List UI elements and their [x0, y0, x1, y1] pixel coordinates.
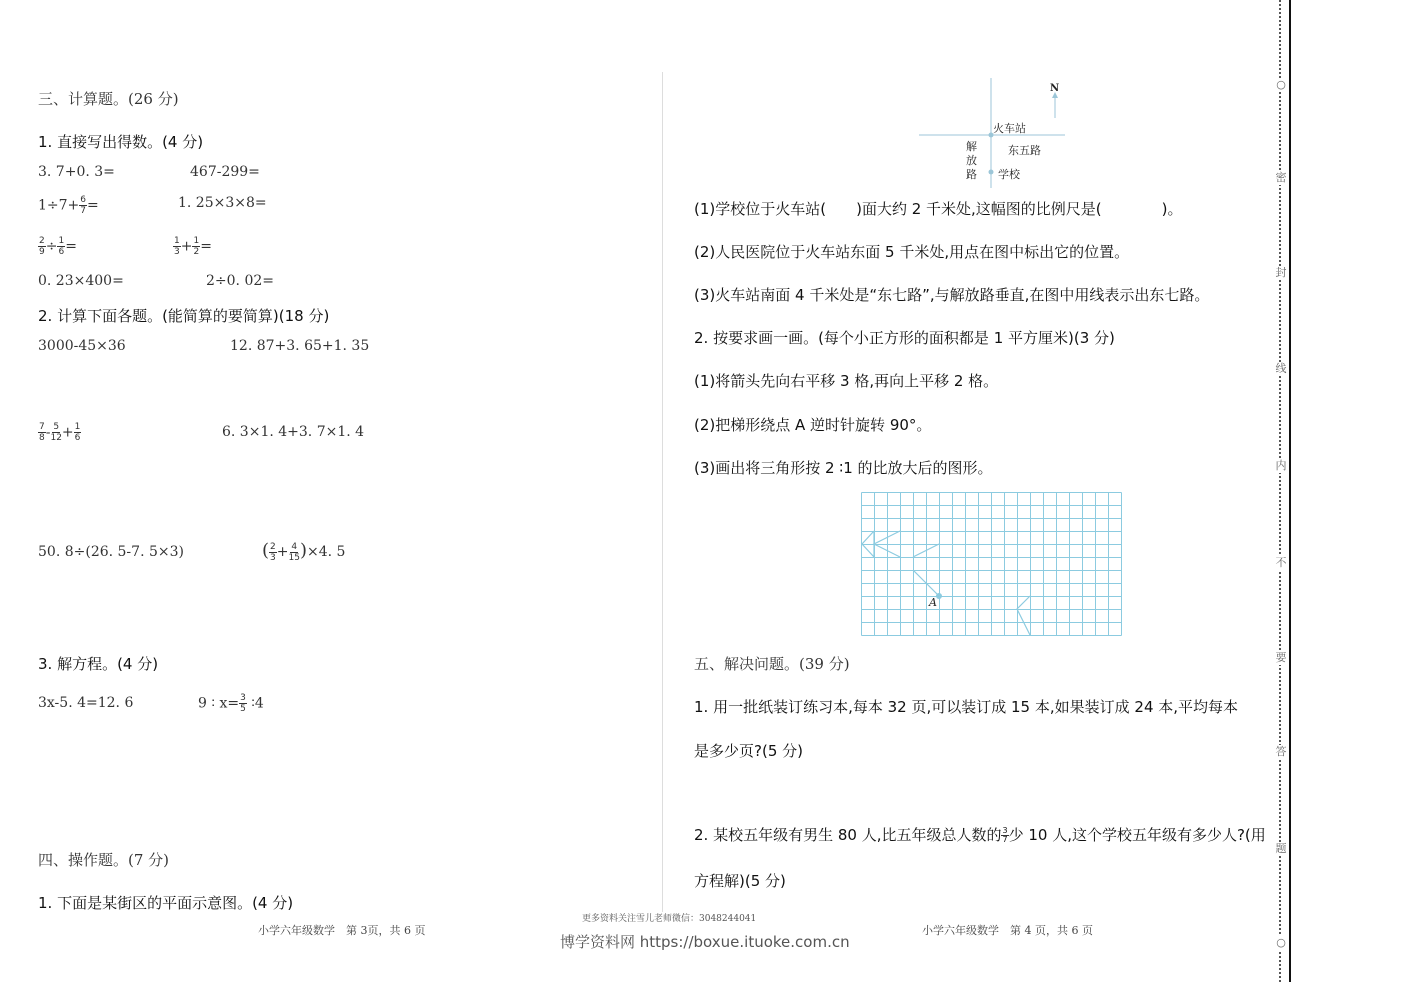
- seal-char: 密: [1275, 171, 1287, 184]
- problem-2-line2: 方程解)(5 分): [694, 872, 786, 890]
- seal-char: ○: [1274, 78, 1288, 92]
- problem-1-line1: 1. 用一批纸装订练习本,每本 32 页,可以装订成 15 本,如果装订成 24 本,平均每本: [694, 698, 1239, 716]
- point-a-label: A: [929, 596, 937, 609]
- calc-item: 1. 25×3×8=: [178, 195, 267, 211]
- q1-title: 1. 直接写出得数。(4 分): [38, 133, 204, 151]
- seal-char: 要: [1275, 651, 1287, 664]
- draw-question-2: (2)把梯形绕点 A 逆时针旋转 90°。: [694, 416, 932, 434]
- fraction: $\frac{1}{2}$: [193, 236, 200, 257]
- calc-item: 2÷0. 02=: [206, 273, 274, 289]
- seal-char: 线: [1275, 362, 1287, 375]
- calc-item: ( $\frac{2}{3}$ + $\frac{4}{15}$ )×4. 5: [262, 540, 346, 563]
- q2-title: 2. 计算下面各题。(能简算的要简算)(18 分): [38, 307, 330, 325]
- seal-char: ○: [1274, 936, 1288, 950]
- seal-char: 题: [1275, 842, 1287, 855]
- section-3-title: 三、计算题。(26 分): [38, 90, 179, 108]
- calc-item: 6. 3×1. 4+3. 7×1. 4: [222, 424, 365, 440]
- fraction: $\frac{1}{3}$: [174, 236, 180, 257]
- watermark: 博学资料网 https://boxue.ituoke.com.cn: [560, 933, 850, 951]
- margin-border-line: [1289, 0, 1291, 982]
- page-footer-left: 小学六年级数学 第 3页，共 6 页: [258, 924, 426, 937]
- equation-item: 9 ∶ x= $\frac{3}{5}$ ∶4: [198, 693, 264, 714]
- calc-item: 3. 7+0. 3=: [38, 164, 115, 180]
- q3-title: 3. 解方程。(4 分): [38, 655, 159, 673]
- fraction: $\frac{6}{7}$: [80, 195, 87, 216]
- north-label: N: [1050, 83, 1060, 94]
- section-4-title: 四、操作题。(7 分): [38, 851, 170, 869]
- seal-char: 不: [1275, 556, 1287, 569]
- fraction: $\frac{3}{7}$: [1002, 826, 1008, 844]
- fraction: $\frac{1}{6}$: [58, 236, 65, 257]
- equation-item: 3x-5. 4=12. 6: [38, 695, 134, 711]
- fraction: $\frac{2}{3}$: [270, 541, 276, 563]
- road-jiefang-label: 解 放 路: [966, 140, 977, 181]
- calc-item: $\frac{1}{3}$ + $\frac{1}{2}$ =: [174, 236, 212, 257]
- seal-char: 内: [1275, 459, 1287, 472]
- problem-2-line1: 2. 某校五年级有男生 80 人,比五年级总人数的 $\frac{3}{7}$ 少 10 人,这个学校五年级有多少人?(用: [694, 826, 1266, 844]
- fraction: $\frac{4}{15}$: [288, 541, 300, 563]
- station-label: 火车站: [993, 122, 1026, 135]
- calc-item: $\frac{7}{8}$ - $\frac{5}{12}$ + $\frac{1}{6}$: [39, 422, 81, 443]
- calc-item: 12. 87+3. 65+1. 35: [230, 338, 370, 354]
- draw-question-title: 2. 按要求画一画。(每个小正方形的面积都是 1 平方厘米)(3 分): [694, 329, 1115, 347]
- page-divider: [662, 72, 663, 912]
- section-4-q1-title: 1. 下面是某街区的平面示意图。(4 分): [38, 894, 294, 912]
- contact-note: 更多资料关注雪儿老师微信：3048244041: [582, 914, 757, 924]
- drawing-grid: [861, 492, 1123, 636]
- road-east5-label: 东五路: [1008, 144, 1041, 157]
- map-question-3: (3)火车站南面 4 千米处是“东七路”,与解放路垂直,在图中用线表示出东七路。: [694, 286, 1210, 304]
- fraction: $\frac{7}{8}$: [39, 422, 45, 443]
- fraction: $\frac{3}{5}$: [240, 693, 246, 714]
- calc-item: 467-299=: [190, 164, 260, 180]
- binding-margin: [1274, 0, 1290, 982]
- calc-item: 1÷7+ $\frac{6}{7}$ =: [38, 195, 99, 216]
- map-question-2: (2)人民医院位于火车站东面 5 千米处,用点在图中标出它的位置。: [694, 243, 1130, 261]
- page-footer-right: 小学六年级数学 第 4 页，共 6 页: [922, 924, 1093, 937]
- calc-item: 0. 23×400=: [38, 273, 124, 289]
- school-label: 学校: [998, 168, 1020, 181]
- calc-item: 50. 8÷(26. 5-7. 5×3): [38, 544, 184, 560]
- seal-char: 封: [1275, 266, 1287, 279]
- draw-question-1: (1)将箭头先向右平移 3 格,再向上平移 2 格。: [694, 372, 999, 390]
- draw-question-3: (3)画出将三角形按 2 ∶1 的比放大后的图形。: [694, 459, 993, 477]
- section-5-title: 五、解决问题。(39 分): [694, 655, 850, 673]
- calc-item: $\frac{2}{9}$ ÷ $\frac{1}{6}$ =: [39, 236, 77, 257]
- fraction: $\frac{2}{9}$: [39, 236, 45, 257]
- fraction: $\frac{5}{12}$: [50, 422, 62, 443]
- fraction: $\frac{1}{6}$: [74, 422, 81, 443]
- dotted-seal-line: [1279, 0, 1285, 982]
- problem-1-line2: 是多少页?(5 分): [694, 742, 803, 760]
- calc-item: 3000-45×36: [38, 338, 126, 354]
- seal-char: 答: [1275, 745, 1287, 758]
- map-question-1: (1)学校位于火车站( )面大约 2 千米处,这幅图的比例尺是( )。: [694, 200, 1183, 218]
